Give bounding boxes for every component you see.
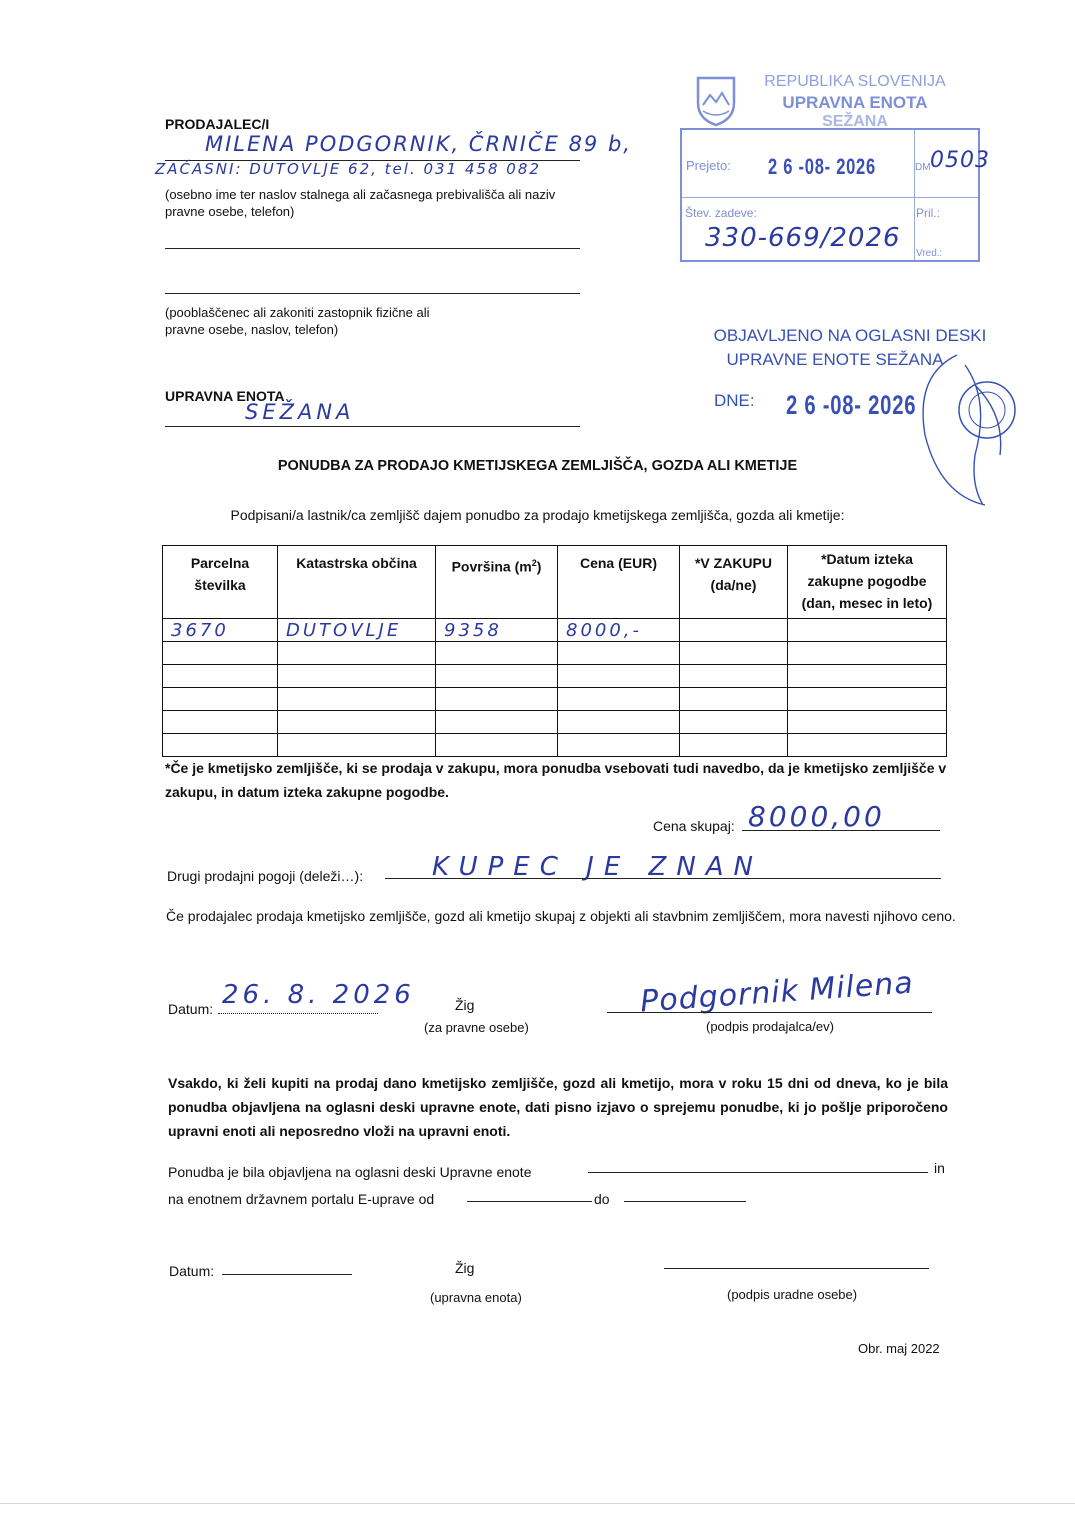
publication-to-line[interactable] xyxy=(624,1201,746,1202)
publication-from-line[interactable] xyxy=(467,1201,592,1202)
official-signature-note: (podpis uradne osebe) xyxy=(727,1287,858,1302)
publication-line2: na enotnem državnem portalu E-uprave od xyxy=(168,1191,435,1207)
header-lease-2: (da/ne) xyxy=(710,577,757,593)
cell-expiry[interactable] xyxy=(788,619,947,642)
header-expiry-3: (dan, mesec in leto) xyxy=(801,595,933,611)
other-terms-handwritten: KUPEC JE ZNAN xyxy=(432,852,764,882)
seller-date-handwritten: 26. 8. 2026 xyxy=(222,980,415,1010)
cell-empty[interactable] xyxy=(680,688,788,711)
cell-empty[interactable] xyxy=(163,734,278,757)
publication-unit-line[interactable] xyxy=(588,1172,928,1173)
official-signature-line[interactable] xyxy=(664,1268,929,1269)
cell-empty[interactable] xyxy=(680,734,788,757)
stamp-case-handwritten: 330-669/2026 xyxy=(705,223,901,253)
published-line1: OBJAVLJENO NA OGLASNI DESKI xyxy=(713,326,987,345)
cell-empty[interactable] xyxy=(278,665,436,688)
stamp-attachments-label: Pril.: xyxy=(916,206,940,220)
official-seal-note: (upravna enota) xyxy=(430,1290,522,1305)
cell-municipality[interactable]: DUTOVLJE xyxy=(278,619,436,642)
other-terms-line[interactable] xyxy=(385,878,941,879)
header-expiry xyxy=(788,546,947,619)
published-date: 2 6 -08- 2026 xyxy=(786,390,917,420)
table-row xyxy=(163,711,947,734)
seller-handwritten-line1: MILENA PODGORNIK, ČRNIČE 89 b, xyxy=(205,132,632,156)
cell-empty[interactable] xyxy=(680,711,788,734)
publication-to: do xyxy=(594,1191,610,1207)
intro-text: Podpisani/a lastnik/ca zemljišč dajem ponudbo za prodajo kmetijskega zemljišča, gozda ali kmetije: xyxy=(230,507,845,523)
stamp-received-date: 2 6 -08- 2026 xyxy=(768,154,876,179)
table-row xyxy=(163,665,947,688)
cell-empty[interactable] xyxy=(436,711,558,734)
representative-note: (pooblaščenec ali zakoniti zastopnik fizične ali pravne osebe, naslov, telefon) xyxy=(165,305,430,337)
header-lease-1: *V ZAKUPU xyxy=(694,555,772,571)
table-header-row xyxy=(163,546,947,619)
cell-empty[interactable] xyxy=(163,642,278,665)
cell-empty[interactable] xyxy=(680,642,788,665)
cell-empty[interactable] xyxy=(558,688,680,711)
publication-in: in xyxy=(934,1160,945,1176)
cell-empty[interactable] xyxy=(163,665,278,688)
admin-unit-line[interactable] xyxy=(165,426,580,427)
cell-empty[interactable] xyxy=(558,734,680,757)
seller-signature-line[interactable] xyxy=(607,1012,932,1013)
seller-seal-label: Žig xyxy=(455,997,475,1013)
total-handwritten: 8000,00 xyxy=(748,800,885,833)
cell-empty[interactable] xyxy=(558,665,680,688)
stamp-col-divider xyxy=(914,130,915,260)
header-expiry-1: *Datum izteka xyxy=(821,551,913,567)
table-row xyxy=(163,642,947,665)
header-lease xyxy=(680,546,788,619)
header-area xyxy=(436,546,558,619)
seller-date-line[interactable] xyxy=(218,1013,378,1014)
seller-date-label: Datum: xyxy=(168,1001,214,1017)
seller-handwritten-line2: ZAČASNI: DUTOVLJE 62, tel. 031 458 082 xyxy=(155,160,541,178)
official-date-label: Datum: xyxy=(169,1263,215,1279)
seller-seal-note: (za pravne osebe) xyxy=(424,1020,529,1035)
header-parcel xyxy=(163,546,278,619)
stamp-case-label: Štev. zadeve: xyxy=(685,206,757,220)
total-label: Cena skupaj: xyxy=(653,818,735,834)
stamp-city: SEŽANA xyxy=(822,113,888,130)
cell-empty[interactable] xyxy=(788,711,947,734)
cell-empty[interactable] xyxy=(788,688,947,711)
seller-line-2[interactable] xyxy=(165,248,580,249)
seller-signature: Podgornik Milena xyxy=(639,965,915,1020)
cell-empty[interactable] xyxy=(680,665,788,688)
official-seal-label: Žig xyxy=(455,1260,475,1276)
cell-empty[interactable] xyxy=(436,688,558,711)
cell-empty[interactable] xyxy=(788,642,947,665)
objects-note: Če prodajalec prodaja kmetijsko zemljišče, gozd ali kmetijo skupaj z objekti ali stavbnim zemljiščem, mora navesti njihovo ceno. xyxy=(166,908,956,924)
admin-unit-handwritten: SEŽANA xyxy=(245,400,355,424)
header-area-end: ) xyxy=(536,558,542,575)
stamp-received-label: Prejeto: xyxy=(686,158,731,173)
cell-parcel[interactable]: 3670 xyxy=(163,619,278,642)
cell-empty[interactable] xyxy=(558,711,680,734)
stamp-unit: UPRAVNA ENOTA xyxy=(782,93,928,112)
total-line[interactable] xyxy=(742,830,940,831)
cell-empty[interactable] xyxy=(278,688,436,711)
seller-note: (osebno ime ter naslov stalnega ali začasnega prebivališča ali naziv pravne osebe, telefon) xyxy=(165,187,556,219)
stamp-dm-handwritten: 0503 xyxy=(930,148,990,173)
coat-of-arms-icon xyxy=(695,75,737,132)
cell-empty[interactable] xyxy=(788,665,947,688)
published-line2: UPRAVNE ENOTE SEŽANA xyxy=(726,350,944,369)
header-municipality-text: Katastrska občina xyxy=(296,555,417,571)
cell-empty[interactable] xyxy=(558,642,680,665)
cell-area[interactable]: 9358 xyxy=(436,619,558,642)
header-parcel-1: Parcelna xyxy=(190,555,250,571)
header-area-sup: 2 xyxy=(531,558,537,568)
cell-empty[interactable] xyxy=(788,734,947,757)
form-version: Obr. maj 2022 xyxy=(858,1341,940,1356)
seller-label: PRODAJALEC/I xyxy=(165,116,270,132)
header-area-text: Površina (m xyxy=(451,558,532,575)
official-date-line[interactable] xyxy=(222,1274,352,1275)
header-municipality xyxy=(278,546,436,619)
page-bottom-edge xyxy=(0,1503,1075,1504)
stamp-value-label: Vred.: xyxy=(916,248,943,259)
header-price xyxy=(558,546,680,619)
parcel-table xyxy=(162,545,947,757)
round-seal-icon xyxy=(905,345,1035,515)
cell-empty[interactable] xyxy=(163,711,278,734)
stamp-row-divider xyxy=(682,197,978,198)
seller-signature-note: (podpis prodajalca/ev) xyxy=(706,1019,834,1034)
stamp-dm-label: DM xyxy=(915,162,931,173)
publication-line1: Ponudba je bila objavljena na oglasni deski Upravne enote xyxy=(168,1164,532,1180)
cell-empty[interactable] xyxy=(436,642,558,665)
lease-note: *Če je kmetijsko zemljišče, ki se prodaja v zakupu, mora ponudba vsebovati tudi navedbo, da je kmetijsko zemljišče v zakupu, in datum izteka zakupne pogodbe. xyxy=(165,760,947,800)
representative-line[interactable] xyxy=(165,293,580,294)
cell-lease[interactable] xyxy=(680,619,788,642)
cell-empty[interactable] xyxy=(278,711,436,734)
page-title: PONUDBA ZA PRODAJO KMETIJSKEGA ZEMLJIŠČA, GOZDA ALI KMETIJE xyxy=(277,458,798,474)
cell-empty[interactable] xyxy=(436,734,558,757)
cell-empty[interactable] xyxy=(278,642,436,665)
header-price-text: Cena (EUR) xyxy=(579,555,657,571)
admin-unit-label: UPRAVNA ENOTA xyxy=(165,388,285,404)
cell-empty[interactable] xyxy=(278,734,436,757)
cell-empty[interactable] xyxy=(163,688,278,711)
cell-empty[interactable] xyxy=(436,665,558,688)
table-row xyxy=(163,734,947,757)
table-row xyxy=(163,688,947,711)
header-expiry-2: zakupne pogodbe xyxy=(807,573,927,589)
acceptance-notice: Vsakdo, ki želi kupiti na prodaj dano kmetijsko zemljišče, gozd ali kmetijo, mora v roku 15 dni od dneva, ko je bila ponudba objavljena na oglasni deski upravne enote, dati pisno izjavo o sprejemu ponudbe, ki jo pošlje priporočeno upravni enoti ali neposredno vloži na upravni enoti. xyxy=(168,1075,948,1139)
stamp-republic: REPUBLIKA SLOVENIJA xyxy=(764,73,946,90)
cell-price[interactable]: 8000,- xyxy=(558,619,680,642)
table-row xyxy=(163,619,947,642)
other-terms-label: Drugi prodajni pogoji (deleži…): xyxy=(167,868,364,884)
published-date-label: DNE: xyxy=(714,391,755,410)
header-parcel-2: številka xyxy=(194,577,246,593)
